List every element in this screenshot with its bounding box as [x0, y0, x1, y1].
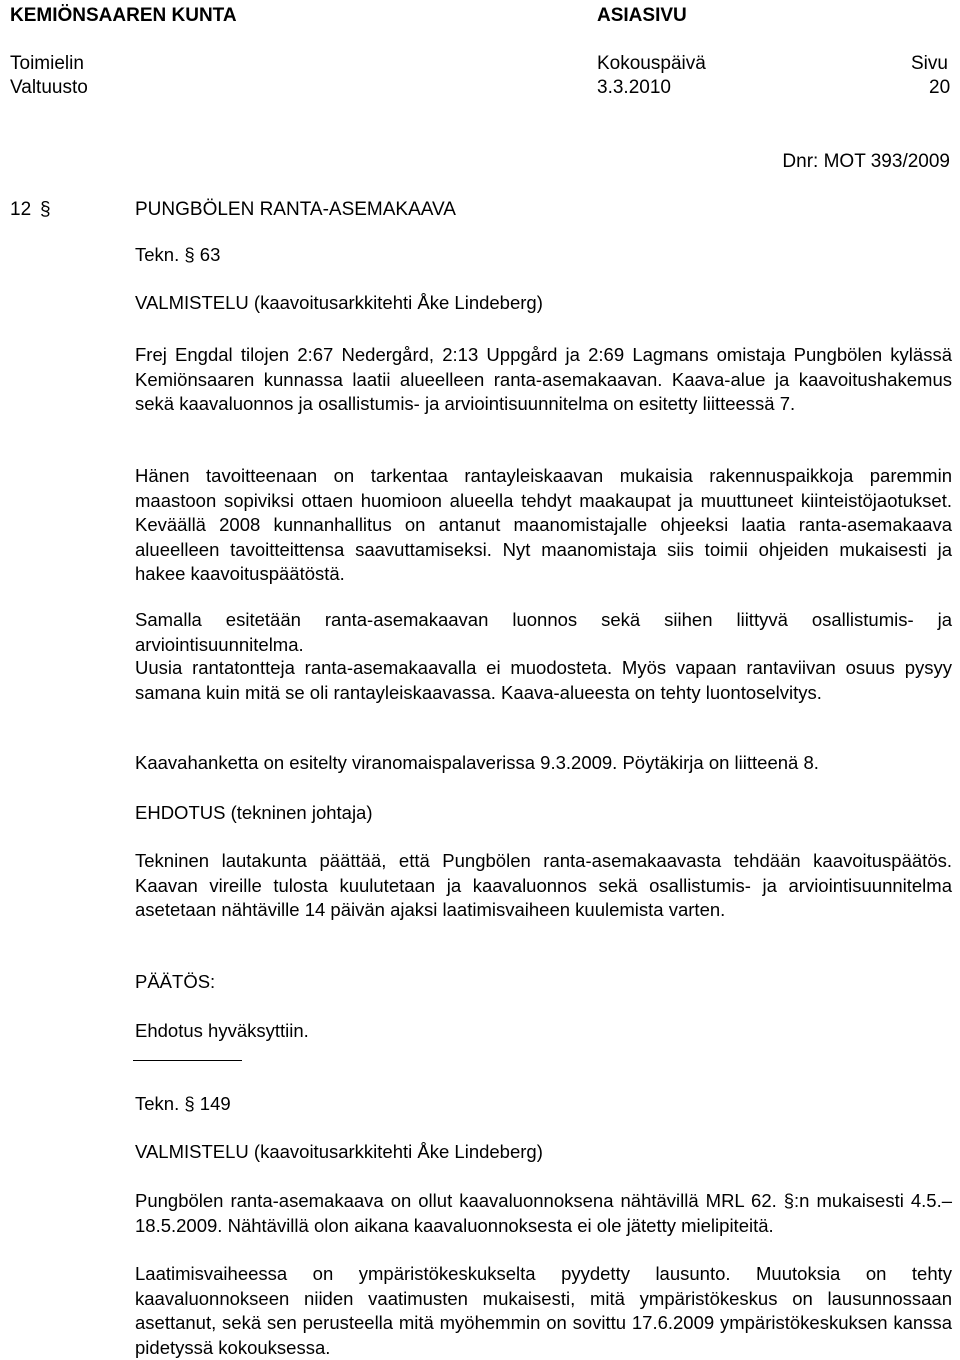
body-value: Valtuusto	[10, 77, 88, 98]
tekn-reference-149: Tekn. § 149	[135, 1093, 231, 1114]
paragraph-text: Samalla esitetään ranta-asemakaavan luonnos sekä siihen liittyvä osallistumis- ja arviointisuunnitelma.	[135, 609, 952, 655]
paragraph-6	[135, 849, 952, 923]
paragraph-text: Frej Engdal tilojen 2:67 Nedergård, 2:13 Uppgård ja 2:69 Lagmans omistaja Pungbölen kylässä Kemiönsaaren kunnassa laatii alueelleen ranta-asemakaavan. Kaava-alue ja kaavoitushakemus sekä kaavaluonnos ja osallistumis- ja arviointisuunnitelma on esitetty liitteessä 7.	[135, 344, 952, 414]
date-value: 3.3.2010	[597, 77, 671, 98]
valmistelu-heading: VALMISTELU (kaavoitusarkkitehti Åke Lindeberg)	[135, 1141, 543, 1162]
organization-name: KEMIÖNSAAREN KUNTA	[10, 5, 237, 26]
paragraph-2	[135, 464, 952, 587]
paragraph-text: Laatimisvaiheessa on ympäristökeskukselta pyydetty lausunto. Muutoksia on tehty kaavaluonnokseen niiden vaatimusten mukaisesti, mitä ympäristökeskus on lausunnossaan asettanut, sekä sen perusteella mitä myöhemmin on sovittu 17.6.2009 ympäristökeskuksen kanssa pidetyssä kokouksessa.	[135, 1263, 952, 1358]
paragraph-7	[135, 1189, 952, 1238]
paragraph-text: Pungbölen ranta-asemakaava on ollut kaavaluonnoksena nähtävillä MRL 62. §:n mukaisesti 4.5.–18.5.2009. Nähtävillä olon aikana kaavaluonnoksesta ei ole jätetty mielipiteitä.	[135, 1190, 952, 1236]
page-label: Sivu	[911, 53, 948, 74]
valmistelu-heading: VALMISTELU (kaavoitusarkkitehti Åke Lindeberg)	[135, 292, 543, 313]
paragraph-text: Uusia rantatontteja ranta-asemakaavalla ei muodosteta. Myös vapaan rantaviivan osuus pysyy samana kuin mitä se oli rantayleiskaavassa. Kaava-alueesta on tehty luontoselvitys.	[135, 657, 952, 703]
item-number: 12	[10, 199, 32, 220]
section-sign: §	[40, 199, 51, 220]
paragraph-text: Hänen tavoitteenaan on tarkentaa rantayleiskaavan mukaisia rakennuspaikkoja paremmin maastoon sopiviksi ottaen huomioon alueella tehdyt maakaupat ja muuttuneet kiinteistöjaotukset. Keväällä 2008 kunnanhallitus on antanut maanomistajalle ohjeeksi laatia ranta-asemakaava alueelleen tavoitteittensa saavuttamiseksi. Nyt maanomistaja siis toimii ohjeiden mukaisesti ja hakee kaavoituspäätöstä.	[135, 465, 952, 584]
paragraph-1	[135, 343, 952, 417]
date-label: Kokouspäivä	[597, 53, 706, 74]
paatos-text: Ehdotus hyväksyttiin.	[135, 1020, 309, 1041]
tekn-reference-63: Tekn. § 63	[135, 244, 221, 265]
body-label: Toimielin	[10, 53, 84, 74]
paragraph-4	[135, 656, 952, 705]
paragraph-3	[135, 608, 952, 657]
item-title: PUNGBÖLEN RANTA-ASEMAKAAVA	[135, 199, 456, 220]
paragraph-text: Tekninen lautakunta päättää, että Pungbölen ranta-asemakaavasta tehdään kaavoituspäätös. Kaavan vireille tulosta kuulutetaan ja kaavaluonnos sekä osallistumis- ja arviointisuunnitelma asetetaan nähtäville 14 päivän ajaksi laatimisvaiheen kuulemista varten.	[135, 850, 952, 920]
divider-line	[133, 1060, 242, 1061]
document-type: ASIASIVU	[597, 5, 687, 26]
ehdotus-heading: EHDOTUS (tekninen johtaja)	[135, 802, 373, 823]
dnr-number: Dnr: MOT 393/2009	[782, 151, 950, 172]
page-number: 20	[929, 77, 951, 98]
paragraph-8	[135, 1262, 952, 1360]
paragraph-5: Kaavahanketta on esitelty viranomaispalaverissa 9.3.2009. Pöytäkirja on liitteenä 8.	[135, 752, 819, 773]
paatos-heading: PÄÄTÖS:	[135, 971, 216, 992]
